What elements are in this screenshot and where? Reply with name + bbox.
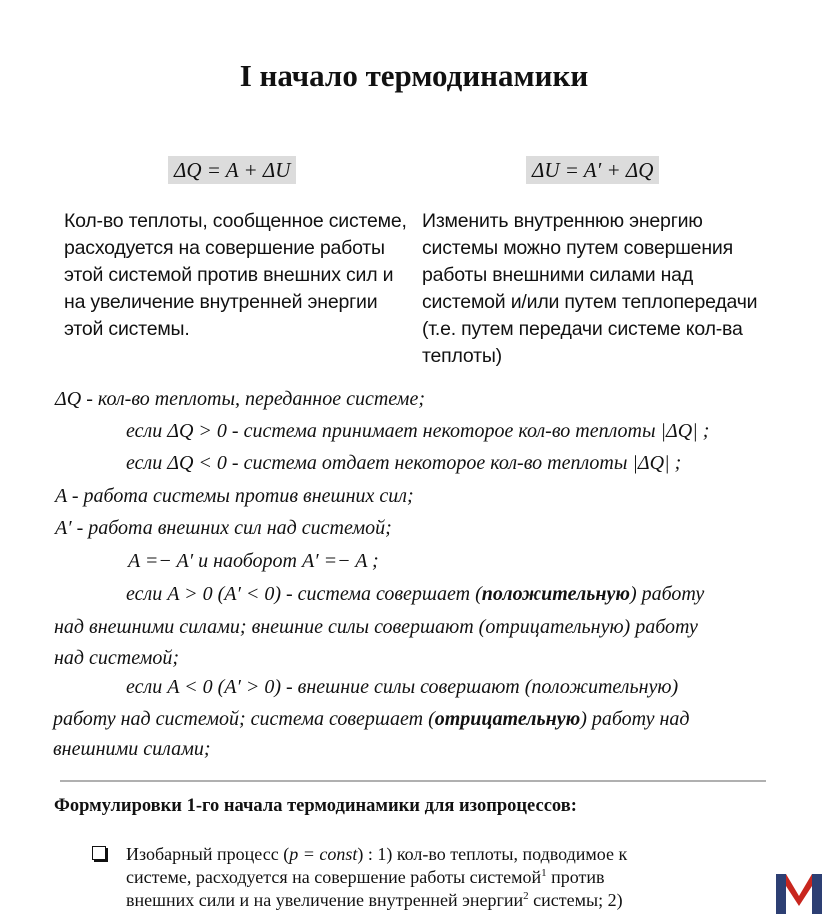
case-positive-line1 [126,581,704,607]
case-text: - внешние силы совершают (положительную) [280,676,679,698]
definition-math: A′ [55,517,72,539]
case-negative-line3: внешними силами; [53,738,211,760]
case-bold: положительную [481,583,630,605]
checkbox-bullet-icon [92,846,106,860]
footnote-marker: 1 [541,867,547,879]
definition-prefix: если [126,452,168,474]
definition-math: ΔQ [55,388,82,410]
definition-math: A [55,485,67,507]
definition-work-system [55,483,414,509]
logo-right-stroke [812,874,822,914]
case-negative-line1 [126,674,678,700]
description-left: Кол-во теплоты, сообщенное системе, расходуется на совершение работы этой системой против внешних сил и на увеличение внутренней энергии этой системы. [64,210,407,340]
definition-math: A =− A′ [128,550,194,572]
bullet-text-part: ) : 1) кол-во теплоты, подводимое к [357,844,628,864]
definition-text: - кол-во теплоты, переданное системе; [81,388,425,410]
bullet-text [126,843,726,912]
formula-internal-energy: ΔU = A′ + ΔQ [526,156,659,184]
case-math: A < 0 (A′ > 0) [167,676,281,698]
definition-text: - работа системы против внешних сил; [66,485,414,507]
definition-text: - система отдает некоторое кол-во теплоты |ΔQ| ; [226,452,682,474]
logo-v-stroke [786,874,812,906]
case-negative-line2 [53,706,690,732]
page-title: I начало термодинамики [239,58,589,93]
bullet-text-part: против [546,867,605,887]
case-prefix: если [126,583,168,605]
definition-work-relation [128,548,379,574]
logo-left-stroke [776,874,786,914]
definition-text: - работа внешних сил над системой; [71,517,392,539]
case-positive-line2: над внешними силами; внешние силы совершают (отрицательную) работу [54,616,698,638]
bullet-line-3 [126,889,726,912]
bullet-text-part: системе, расходуется на совершение работы системой [126,867,542,887]
case-text: ) работу [629,583,705,605]
definition-dq-positive [126,418,709,444]
bullet-text-part: внешних сили и на увеличение внутренней энергии [126,890,524,910]
formula-first-law: ΔQ = A + ΔU [168,156,296,184]
case-positive-line3: над системой; [54,647,180,669]
case-text: ) работу над [580,708,690,730]
case-bold: отрицательную [434,708,581,730]
case-math: A > 0 (A′ < 0) [167,583,281,605]
divider [60,780,766,782]
definition-text: - система принимает некоторое кол-во теплоты |ΔQ| ; [226,420,710,442]
definition-work-external [55,515,392,541]
m-logo-icon [774,870,824,916]
description-right: Изменить внутреннюю энергию системы можно путем совершения работы внешними силами над системой и/или путем теплопередачи (т.е. путем передачи системе кол-ва теплоты) [422,210,758,367]
bullet-line-1 [126,843,726,866]
definition-prefix: если [126,420,168,442]
definition-math: ΔQ < 0 [167,452,227,474]
bullet-text-part: Изобарный процесс ( [126,844,290,864]
case-prefix: если [126,676,168,698]
bullet-math: p = const [289,844,358,864]
definition-dq-negative [126,450,681,476]
bullet-text-part: системы; 2) [528,890,623,910]
section-heading: Формулировки 1-го начала термодинамики для изопроцессов: [54,796,577,816]
footnote-marker: 2 [523,890,529,902]
definition-math: ΔQ > 0 [167,420,227,442]
case-text: работу над системой; система совершает ( [53,708,435,730]
bullet-line-2 [126,866,726,889]
case-text: - система совершает ( [280,583,482,605]
definition-text: и наоборот A′ =− A ; [193,550,379,572]
definition-dq [55,386,425,412]
